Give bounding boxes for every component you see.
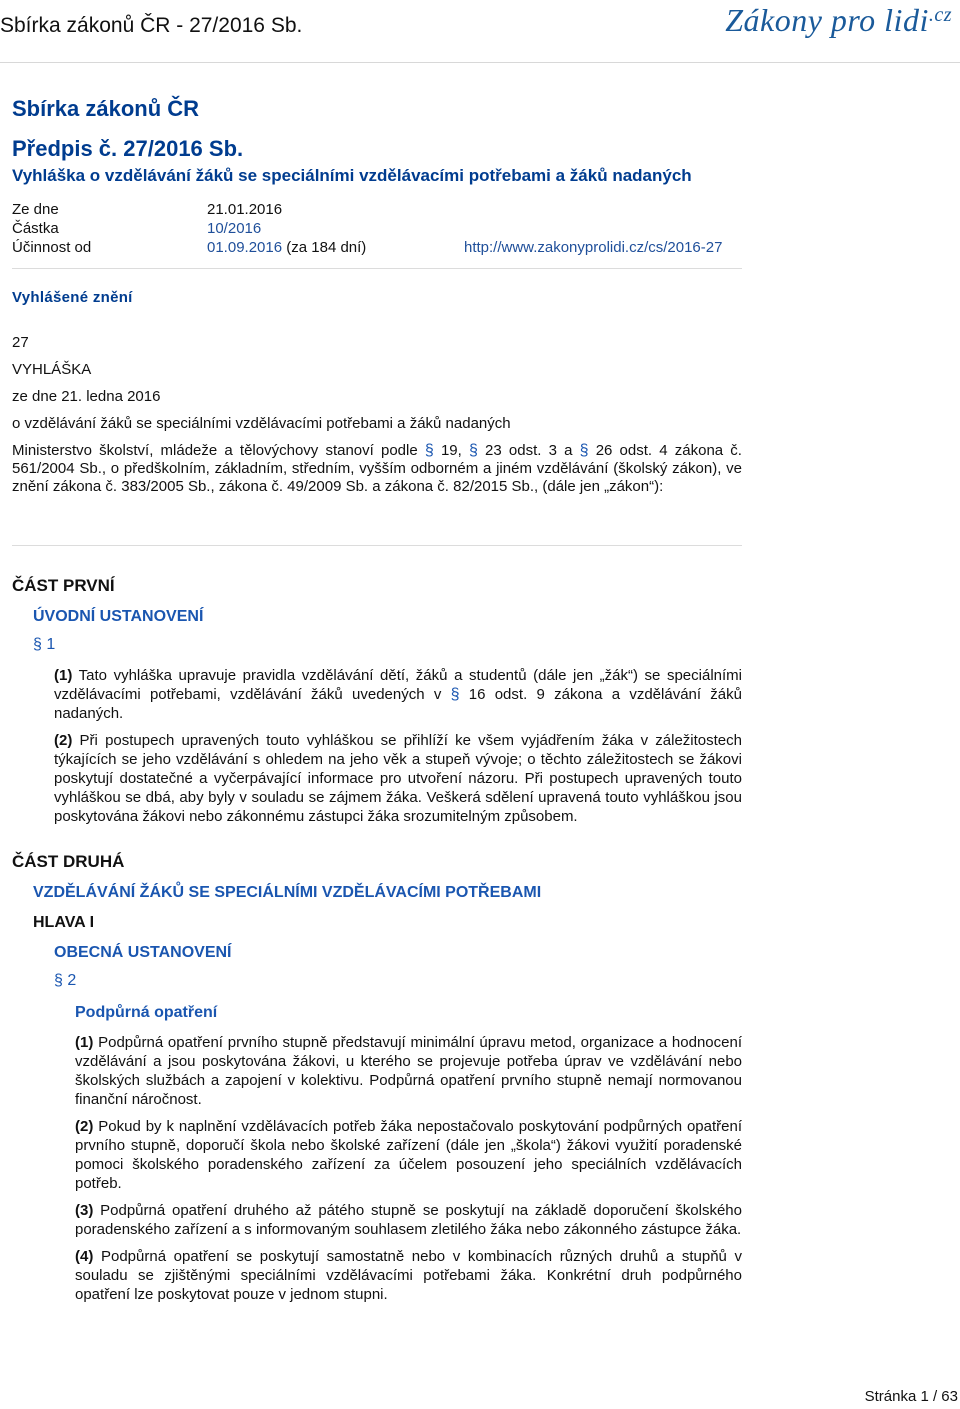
regulation-about: o vzdělávání žáků se speciálními vzdělávacími potřebami a žáků nadaných — [12, 415, 511, 432]
preamble-text: Ministerstvo školství, mládeže a tělovýchovy stanoví podle — [12, 442, 418, 459]
paragraph-2-title: Podpůrná opatření — [75, 1004, 218, 1021]
section-link[interactable] — [425, 442, 434, 459]
part-two-title: ČÁST DRUHÁ — [12, 852, 125, 871]
regulation-date: ze dne 21. ledna 2016 — [12, 388, 161, 405]
meta-label: Částka — [12, 220, 59, 237]
version-label: Vyhlášené znění — [12, 289, 133, 306]
clause-number: (2) — [54, 732, 73, 749]
divider — [12, 545, 742, 546]
paragraph-number: 2 — [67, 972, 77, 989]
clause-text: Podpůrná opatření prvního stupně představují minimální úpravu metod, organizace a hodnocení vzdělávání a jsou poskytována žákovi, u kterého se projevuje potřeba úprav ve vzdělávání nebo školských službách a zapojení v kolektivu. Podpůrná opatření prvního stupně nemají normovanou finanční náročnost. — [75, 1034, 742, 1108]
source-url-link[interactable]: http://www.zakonyprolidi.cz/cs/2016-27 — [464, 239, 723, 256]
logo-text: Zákony pro lidi — [725, 2, 929, 38]
preamble — [12, 442, 742, 496]
regulation-subtitle: Vyhláška o vzdělávání žáků se speciálními vzdělávacími potřebami a žáků nadaných — [12, 166, 692, 185]
clause-text: Podpůrná opatření druhého až pátého stupně se poskytují na základě doporučení školského poradenského zařízení a s informovaným souhlasem zletilého žáka nebo zákonného zástupce žáka. — [75, 1202, 742, 1238]
meta-value: 21.01.2016 — [207, 201, 283, 218]
clause — [75, 1201, 742, 1239]
section-sign: § — [579, 442, 589, 459]
preamble-text: 26 odst. 4 zákona č. 561/2004 Sb., o předškolním, základním, středním, vyšším odborném a jiném vzdělávání (školský zákon), ve znění zákona č. 383/2005 Sb., zákona č. 49/2009 Sb. a zákona č. 82/2015 Sb., (dále jen „zákon“): — [12, 442, 742, 495]
clause-number: (2) — [75, 1118, 94, 1135]
section-link[interactable] — [580, 442, 589, 459]
chapter-title: HLAVA I — [33, 914, 95, 931]
meta-row-date — [12, 200, 742, 219]
section-sign: § — [468, 442, 478, 459]
document-title: Sbírka zákonů ČR - 27/2016 Sb. — [0, 14, 303, 37]
clause-number: (4) — [75, 1248, 94, 1265]
chapter-heading: OBECNÁ USTANOVENÍ — [54, 944, 232, 961]
meta-label: Účinnost od — [12, 239, 92, 256]
section-sign: § — [54, 972, 63, 989]
section-sign: § — [33, 636, 42, 653]
clause-text: Při postupech upravených touto vyhláškou se přihlíží ke všem vyjádřením žáka v záležitostech týkajících se jeho vzdělávání s ohledem na jeho věk a stupeň vývoje; o těchto záležitostech se žákovi poskytují dostatečné a vyčerpávající informace pro utvoření názoru. Při postupech upravených touto vyhláškou se dbá, aby byly v souladu se zájmem žáka. Veškerá sdělení upravená touto vyhláškou jsou poskytována žákovi nebo zákonnému zástupci žáka srozumitelným způsobem. — [54, 732, 742, 825]
section-sign: § — [424, 442, 434, 459]
page-counter: Stránka 1 / 63 — [864, 1388, 958, 1405]
section-link[interactable] — [469, 442, 478, 459]
paragraph-1-link[interactable] — [33, 636, 55, 654]
section-sign: § — [450, 686, 460, 703]
paragraph-2-body — [75, 1033, 742, 1304]
regulation-title: Předpis č. 27/2016 Sb. — [12, 136, 244, 161]
metadata-table — [12, 200, 742, 257]
part-one-heading: ÚVODNÍ USTANOVENÍ — [33, 608, 204, 625]
divider — [12, 268, 742, 269]
part-link[interactable]: 10/2016 — [207, 220, 262, 237]
meta-label: Ze dne — [12, 201, 59, 218]
effect-date-link[interactable]: 01.09.2016 — [207, 239, 283, 256]
clause — [54, 666, 742, 723]
clause-text: Pokud by k naplnění vzdělávacích potřeb žáka nepostačovalo poskytování podpůrných opatření prvního stupně, doporučí škola nebo školské zařízení (dále jen „škola“) žákovi využití poradenské pomoci školského poradenského zařízení za účelem posouzení jeho speciálních vzdělávacích potřeb. — [75, 1118, 742, 1192]
clause-number: (3) — [75, 1202, 94, 1219]
clause-text: Podpůrná opatření se poskytují samostatně nebo v kombinacích různých druhů a stupňů v souladu se zjištěnými speciálními vzdělávacími potřebami žáka. Konkrétní druh podpůrného opatření lze poskytovat pouze v jednom stupni. — [75, 1248, 743, 1303]
preamble-text: 19, — [440, 442, 462, 459]
collection-title: Sbírka zákonů ČR — [12, 96, 200, 121]
part-one-title: ČÁST PRVNÍ — [12, 576, 115, 595]
paragraph-1-body — [54, 666, 742, 826]
effect-days: (za 184 dní) — [286, 239, 367, 256]
intro-block — [12, 334, 742, 505]
clause-number: (1) — [54, 667, 73, 684]
regulation-number: 27 — [12, 334, 29, 351]
clause-text: Tato vyhláška upravuje pravidla vzdělávání dětí, žáků a studentů (dále jen „žák“) se speciálními vzdělávacími potřebami, vzdělávání žáků uvedených v — [54, 667, 742, 703]
meta-row-effect — [12, 238, 742, 257]
paragraph-2-link[interactable] — [54, 972, 76, 990]
site-logo[interactable] — [725, 2, 952, 39]
effect-value — [207, 238, 366, 257]
regulation-type: VYHLÁŠKA — [12, 361, 92, 378]
clause — [75, 1117, 742, 1193]
paragraph-number: 1 — [46, 636, 56, 653]
meta-row-part — [12, 219, 742, 238]
preamble-text: 23 odst. 3 a — [485, 442, 573, 459]
part-two-heading: VZDĚLÁVÁNÍ ŽÁKŮ SE SPECIÁLNÍMI VZDĚLÁVACÍMI POTŘEBAMI — [33, 884, 542, 901]
clause — [75, 1033, 742, 1109]
logo-suffix: .cz — [928, 4, 952, 26]
clause-number: (1) — [75, 1034, 94, 1051]
clause — [54, 731, 742, 826]
clause — [75, 1247, 742, 1304]
clause-text: 16 odst. 9 zákona a vzdělávání žáků nadaných. — [54, 686, 742, 722]
section-link[interactable] — [451, 686, 460, 703]
page-header — [0, 0, 960, 63]
